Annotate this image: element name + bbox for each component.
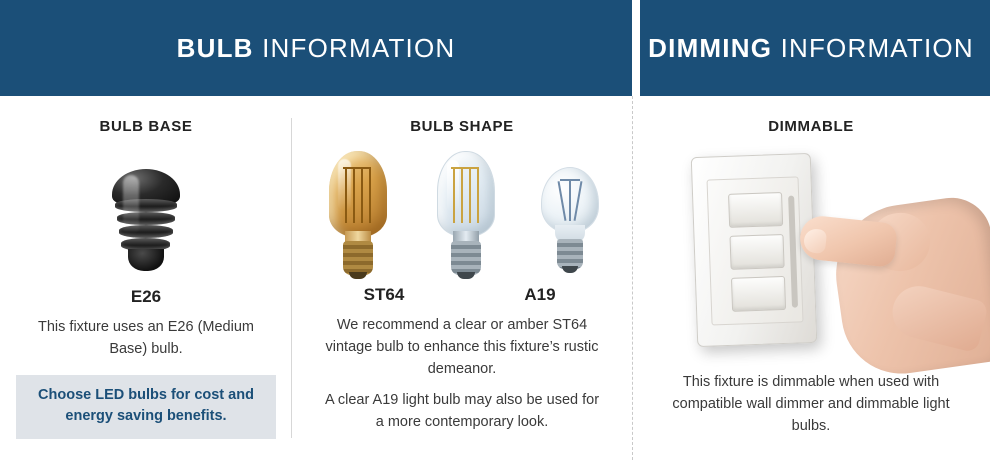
bulb-shape-title: BULB SHAPE <box>410 118 514 135</box>
dimmable-column <box>632 96 990 437</box>
bulb-shape-description-primary: We recommend a clear or amber ST64 vintage bulb to enhance this fixture’s rustic demeanor. <box>325 317 599 377</box>
bulb-shape-names <box>292 285 632 305</box>
clear-a19-bulb-icon <box>537 167 603 279</box>
bulb-shape-name-st64: ST64 <box>363 285 405 304</box>
banner-gap <box>632 0 640 96</box>
panel-divider <box>632 96 633 460</box>
bulb-information-banner <box>0 0 632 96</box>
clear-st64-bulb-icon <box>429 151 503 279</box>
dimming-banner-light: INFORMATION <box>780 32 974 63</box>
hand-pressing-switch <box>796 171 986 371</box>
wall-dimmer-switch-with-hand-icon <box>646 147 976 362</box>
bulb-base-column <box>0 96 292 460</box>
e26-lamp-base-icon <box>103 169 189 279</box>
dimmable-title: DIMMABLE <box>768 118 854 135</box>
dimmer-rocker-top <box>728 192 783 228</box>
amber-st64-bulb-icon <box>321 151 395 279</box>
bulb-base-name: E26 <box>130 287 162 306</box>
dimming-banner-bold: DIMMING <box>648 32 773 63</box>
bulb-shape-description-secondary: A clear A19 light bulb may also be used for a more contemporary look. <box>324 392 600 430</box>
switch-plate-inner <box>707 176 804 325</box>
led-recommendation-callout: Choose LED bulbs for cost and energy saving benefits. <box>16 375 276 440</box>
bulb-banner-bold: BULB <box>176 32 254 63</box>
bulb-shape-name-a19: A19 <box>524 285 556 304</box>
dimmer-rocker-bottom <box>731 276 786 312</box>
bulb-columns <box>0 96 632 460</box>
bulb-shape-illustration <box>292 147 632 279</box>
bulb-banner-light: INFORMATION <box>262 32 456 63</box>
bulb-base-title: BULB BASE <box>99 118 193 135</box>
dimmer-rocker-middle <box>729 234 784 270</box>
bulb-base-illustration <box>0 147 292 279</box>
bulb-shape-column <box>292 96 632 460</box>
dimming-information-panel <box>632 0 990 460</box>
bulb-base-description: This fixture uses an E26 (Medium Base) bulb. <box>38 319 254 357</box>
dimmable-description: This fixture is dimmable when used with compatible wall dimmer and dimmable light bulbs. <box>672 374 950 434</box>
dimming-information-banner <box>632 0 990 96</box>
